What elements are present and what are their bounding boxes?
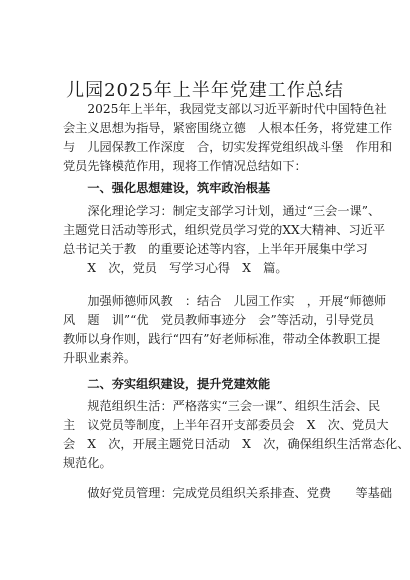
document-title: 儿园2025年上半年党建工作总结 — [66, 80, 344, 101]
paragraph-line: X 次，党员 写学习心得 X 篇。 — [63, 261, 288, 275]
section-heading: 一、强化思想建设，筑牢政治根基 — [63, 181, 271, 195]
intro-line: 与 儿园保教工作深度 合，切实发挥党组织战斗堡 作用和 — [63, 140, 393, 154]
paragraph-line: 总书记关于教 的重要论述等内容，上半年开展集中学习 — [63, 242, 368, 256]
paragraph-line: 升职业素养。 — [63, 351, 137, 365]
paragraph-line: 做好党员管理：完成党员组织关系排查、党费 等基础 — [63, 486, 393, 500]
intro-line: 党员先锋模范作用，现将工作情况总结如下： — [63, 159, 307, 173]
paragraph-line: 规范组织生活：严格落实“三会一课”、组织生活会、民 — [63, 399, 381, 413]
paragraph-line: 加强师德师风教 ：结合 儿园工作实 ，开展“师德师 — [63, 294, 387, 308]
intro-line: 2025年上半年，我园党支部以习近平新时代中国特色社 — [63, 102, 387, 116]
paragraph-line: 会 X 次，开展主题党日活动 X 次，确保组织生活常态化、 — [63, 437, 410, 451]
paragraph-line: 主 议党员等制度，上半年召开支部委员会 X 次、党员大 — [63, 418, 389, 432]
paragraph-line: 深化理论学习：制定支部学习计划，通过“三会一课”、 — [63, 204, 381, 218]
paragraph-line: 规范化。 — [63, 456, 112, 470]
paragraph-line: 教师以身作则，践行“四有”好老师标准，带动全体教职工提 — [63, 332, 381, 346]
intro-line: 会主义思想为指导，紧密围绕立德 人根本任务，将党建工作 — [63, 121, 393, 135]
section-heading: 二、夯实组织建设，提升党建效能 — [63, 377, 271, 391]
paragraph-line: 主题党日活动等形式，组织党员学习党的XX大精神、习近平 — [63, 223, 386, 237]
paragraph-line: 风 题 训”“优 党员教师事迹分 会”等活动，引导党员 — [63, 313, 375, 327]
